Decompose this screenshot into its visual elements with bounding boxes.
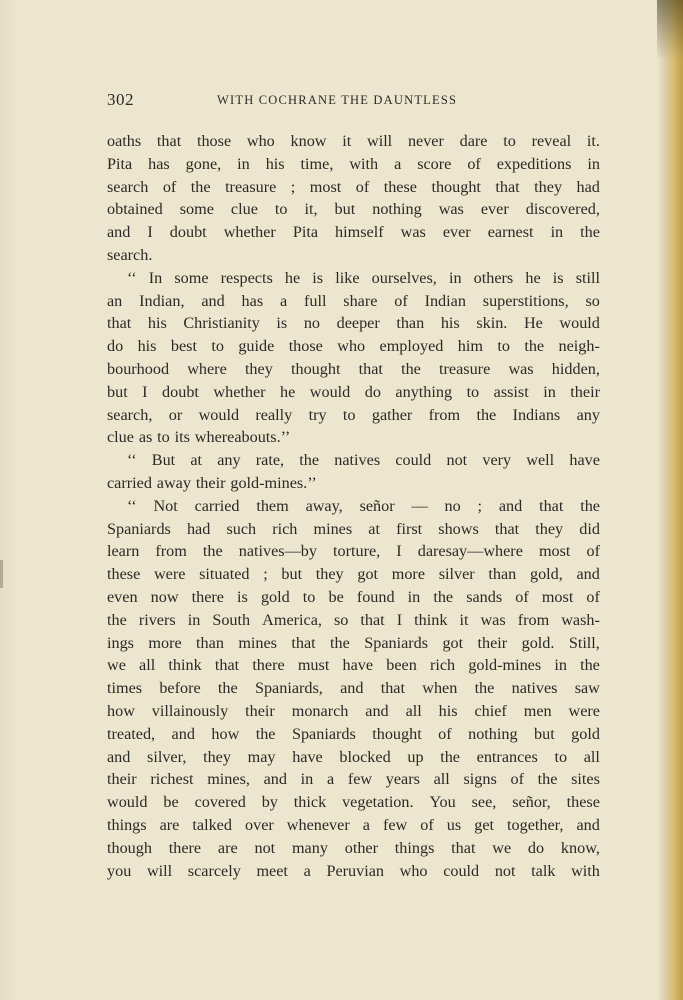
text-line: things are talked over whenever a few of us get together, and: [107, 815, 600, 834]
text-line: ings more than mines that the Spaniards got their gold. Still,: [107, 633, 600, 652]
text-line: the rivers in South America, so that I think it was from wash-: [107, 610, 600, 629]
text-line: do his best to guide those who employed him to the neigh-: [107, 337, 600, 356]
text-line: though there are not many other things that we do know,: [107, 838, 600, 857]
text-line: search.: [107, 245, 153, 264]
text-line: times before the Spaniards, and that when the natives saw: [107, 679, 600, 698]
text-line: obtained some clue to it, but nothing was ever discovered,: [107, 200, 600, 219]
text-line: and I doubt whether Pita himself was ever earnest in the: [107, 223, 600, 242]
text-line: oaths that those who know it will never dare to reveal it.: [107, 132, 600, 150]
text-line: treated, and how the Spaniards thought of nothing but gold: [107, 724, 600, 743]
text-line: bourhood where they thought that the treasure was hidden,: [107, 359, 600, 378]
text-line: learn from the natives—by torture, I daresay—where most of: [107, 542, 600, 561]
margin-mark: [0, 560, 3, 588]
running-title: WITH COCHRANE THE DAUNTLESS: [217, 93, 458, 107]
text-line: Pita has gone, in his time, with a score of expeditions in: [107, 154, 600, 173]
page-corner-shadow: [657, 0, 683, 60]
text-line: carried away their gold-mines.’’: [107, 473, 317, 492]
text-line: their richest mines, and in a few years all signs of the sites: [107, 770, 600, 789]
page-number: 302: [107, 90, 134, 109]
text-line: clue as to its whereabouts.’’: [107, 428, 291, 447]
body-text: [107, 130, 600, 882]
text-line: and silver, they may have blocked up the entrances to all: [107, 747, 600, 766]
text-line: we all think that there must have been rich gold-mines in the: [107, 656, 600, 675]
text-line: ‘‘ But at any rate, the natives could not very well have: [127, 451, 600, 470]
text-line: an Indian, and has a full share of Indian superstitions, so: [107, 291, 600, 310]
text-line: how villainously their monarch and all his chief men were: [107, 701, 600, 720]
text-line: ‘‘ Not carried them away, señor — no ; and that the: [127, 496, 600, 515]
text-line: would be covered by thick vegetation. You see, señor, these: [107, 793, 600, 812]
text-line: search, or would really try to gather from the Indians any: [107, 405, 600, 424]
running-head: [107, 90, 600, 112]
text-line: even now there is gold to be found in the sands of most of: [107, 587, 600, 606]
text-line: you will scarcely meet a Peruvian who could not talk with: [107, 861, 600, 880]
text-line: ‘‘ In some respects he is like ourselves, in others he is still: [127, 268, 600, 287]
text-line: that his Christianity is no deeper than his skin. He would: [107, 314, 600, 333]
text-line: Spaniards had such rich mines at first shows that they did: [107, 519, 600, 538]
page-gutter-shadow: [657, 0, 683, 1000]
text-line: but I doubt whether he would do anything to assist in their: [107, 382, 600, 401]
text-line: these were situated ; but they got more silver than gold, and: [107, 565, 600, 584]
text-line: search of the treasure ; most of these thought that they had: [107, 177, 600, 196]
